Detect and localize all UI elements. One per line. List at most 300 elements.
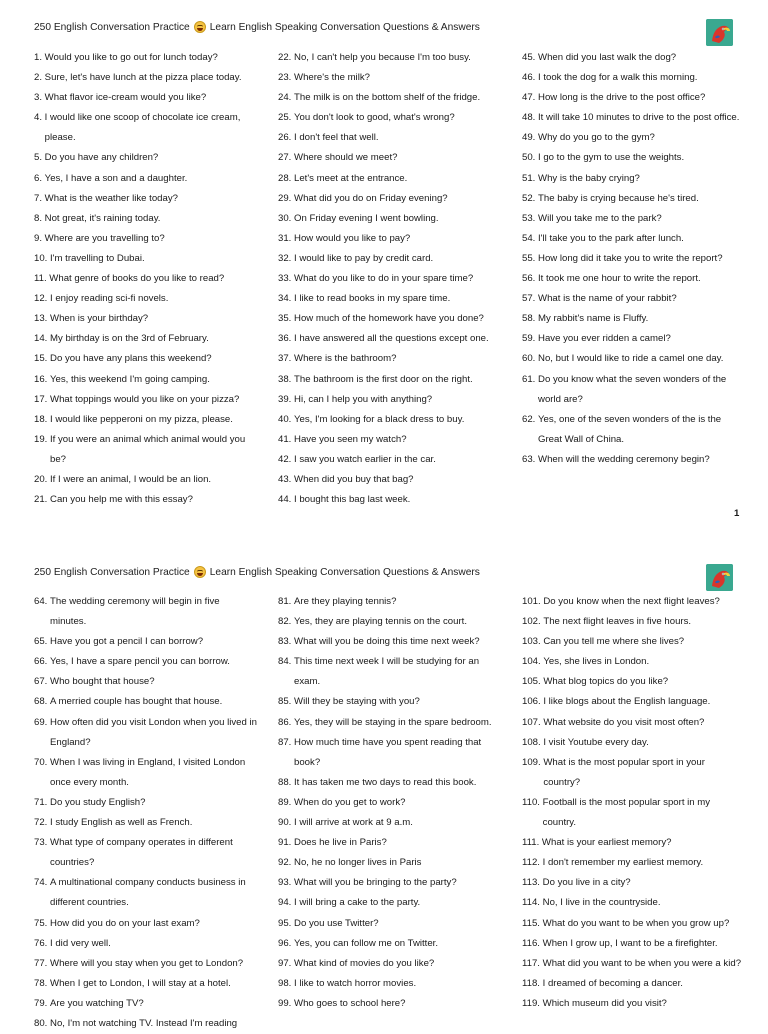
item-number: 46. — [522, 72, 539, 84]
item-text: Would you like to go out for lunch today? — [44, 52, 218, 63]
list-item — [278, 269, 500, 289]
list-item — [278, 652, 500, 692]
item-text: Where is the bathroom? — [294, 353, 397, 365]
item-text: Who bought that house? — [50, 676, 155, 688]
item-text: No, I'm not watching TV. Instead I'm reading — [50, 1017, 238, 1029]
item-text: What did you want to be when you were a kid? — [542, 957, 742, 969]
parrot-logo-icon — [706, 564, 733, 591]
list-item — [34, 954, 258, 974]
item-text: I took the dog for a walk this morning. — [538, 72, 698, 84]
item-text: It took me one hour to write the report. — [538, 273, 701, 285]
item-text: I like blogs about the English language. — [543, 696, 711, 708]
list-item — [34, 713, 258, 753]
item-text: What is the most popular sport in your country? — [543, 756, 705, 788]
item-text: I visit Youtube every day. — [543, 736, 649, 748]
item-number: 21. — [34, 494, 51, 506]
item-number: 18. — [34, 413, 51, 425]
item-text: Yes, you can follow me on Twitter. — [294, 937, 439, 949]
item-text: No, but I would like to ride a camel one day. — [538, 353, 724, 365]
list-item — [522, 873, 744, 893]
item-text: My rabbit's name is Fluffy. — [538, 313, 649, 325]
item-number: 102. — [522, 616, 544, 628]
list-item — [278, 994, 500, 1014]
list-item — [522, 450, 744, 470]
item-number: 60. — [522, 353, 539, 365]
item-text: I'll take you to the park after lunch. — [538, 232, 684, 244]
item-number: 74. — [34, 877, 51, 889]
item-number: 76. — [34, 937, 51, 949]
item-number: 30. — [278, 212, 295, 224]
item-text: Yes, this weekend I'm going camping. — [50, 373, 210, 385]
item-number: 25. — [278, 112, 295, 124]
item-text: What type of company operates in different countries? — [50, 837, 233, 869]
item-text: I saw you watch earlier in the car. — [294, 453, 436, 465]
item-number: 80. — [34, 1017, 51, 1029]
item-number: 42. — [278, 453, 295, 465]
item-text: What will you be bringing to the party? — [294, 877, 457, 889]
item-number: 49. — [522, 132, 539, 144]
list-item — [278, 853, 500, 873]
item-text: The milk is on the bottom shelf of the fridge. — [294, 92, 481, 104]
item-text: What blog topics do you like? — [543, 676, 669, 688]
item-text: I enjoy reading sci-fi novels. — [50, 293, 169, 305]
item-number: 55. — [522, 252, 539, 264]
list-item — [278, 148, 500, 168]
item-number: 16. — [34, 373, 51, 385]
item-text: What kind of movies do you like? — [294, 957, 435, 969]
item-number: 41. — [278, 433, 295, 445]
item-text: This time next week I will be studying for an exam. — [294, 656, 480, 688]
list-item — [522, 753, 744, 793]
item-text: I don't remember my earliest memory. — [542, 857, 704, 869]
list-item — [278, 68, 500, 88]
list-item — [522, 793, 744, 833]
list-item — [522, 249, 744, 269]
question-column-2 — [278, 592, 500, 1014]
item-text: Let's meet at the entrance. — [294, 172, 408, 184]
item-number: 56. — [522, 273, 539, 285]
item-number: 45. — [522, 52, 539, 63]
item-text: It has taken me two days to read this book. — [294, 776, 477, 788]
list-item — [34, 209, 262, 229]
list-item — [278, 914, 500, 934]
item-number: 71. — [34, 796, 51, 808]
item-text: How much time have you spent reading that book? — [294, 736, 482, 768]
list-item — [522, 229, 744, 249]
item-number: 97. — [278, 957, 295, 969]
item-text: How much of the homework have you done? — [294, 313, 484, 325]
question-column-1 — [34, 48, 262, 510]
item-text: Where are you travelling to? — [44, 232, 165, 244]
item-text: What do you want to be when you grow up? — [542, 917, 730, 929]
item-text: Can you help me with this essay? — [50, 494, 193, 506]
item-number: 64. — [34, 596, 51, 607]
item-text: Which museum did you visit? — [542, 997, 667, 1009]
item-number: 68. — [34, 696, 51, 708]
list-item — [522, 592, 744, 612]
item-number: 9. — [34, 232, 45, 244]
item-text: Where will you stay when you get to London? — [50, 957, 244, 969]
item-text: Are you watching TV? — [50, 997, 144, 1009]
item-text: Sure, let's have lunch at the pizza place today. — [44, 72, 242, 84]
list-item — [34, 934, 258, 954]
item-number: 90. — [278, 817, 295, 829]
item-text: How long did it take you to write the report? — [538, 252, 723, 264]
item-text: No, he no longer lives in Paris — [294, 857, 422, 869]
list-item — [34, 249, 262, 269]
item-number: 117. — [522, 957, 543, 969]
item-text: Do you have any plans this weekend? — [50, 353, 212, 365]
item-number: 118. — [522, 977, 543, 989]
item-text: Yes, they are playing tennis on the court. — [294, 616, 467, 628]
list-item — [34, 370, 262, 390]
item-number: 67. — [34, 676, 51, 688]
list-item — [34, 632, 258, 652]
item-number: 43. — [278, 473, 295, 485]
list-item — [34, 329, 262, 349]
item-text: The baby is crying because he's tired. — [538, 192, 699, 204]
item-number: 31. — [278, 232, 295, 244]
list-item — [278, 813, 500, 833]
list-item — [34, 410, 262, 430]
item-text: No, I live in the countryside. — [542, 897, 661, 909]
item-text: I would like pepperoni on my pizza, please. — [50, 413, 233, 425]
item-text: Are they playing tennis? — [294, 596, 397, 607]
list-item — [278, 632, 500, 652]
item-number: 63. — [522, 453, 539, 465]
list-item — [278, 189, 500, 209]
item-number: 14. — [34, 333, 51, 345]
list-item — [278, 48, 500, 68]
list-item — [34, 430, 262, 470]
item-number: 91. — [278, 837, 295, 849]
list-item — [522, 189, 744, 209]
item-text: Do you have any children? — [44, 152, 159, 164]
list-item — [34, 189, 262, 209]
list-item — [34, 813, 258, 833]
item-number: 13. — [34, 313, 51, 325]
item-number: 27. — [278, 152, 295, 164]
list-item — [522, 349, 744, 369]
list-item — [34, 490, 262, 510]
item-text: You don't look to good, what's wrong? — [294, 112, 455, 124]
item-number: 28. — [278, 172, 295, 184]
list-item — [34, 914, 258, 934]
list-item — [522, 632, 744, 652]
item-text: I like to watch horror movies. — [294, 977, 417, 989]
item-number: 50. — [522, 152, 539, 164]
item-text: The wedding ceremony will begin in five minutes. — [50, 596, 220, 628]
item-text: Yes, I have a spare pencil you can borrow. — [50, 656, 230, 668]
item-text: I have answered all the questions except one. — [294, 333, 489, 345]
list-item — [278, 793, 500, 813]
item-number: 94. — [278, 897, 295, 909]
item-text: Why do you go to the gym? — [538, 132, 655, 144]
list-item — [34, 592, 258, 632]
item-text: A multinational company conducts business in different countries. — [50, 877, 246, 909]
list-item — [522, 68, 744, 88]
item-text: Do you know what the seven wonders of the world are? — [538, 373, 727, 405]
item-text: What will you be doing this time next week? — [294, 636, 480, 648]
question-column-3 — [522, 592, 744, 1014]
list-item — [278, 692, 500, 712]
list-item — [522, 289, 744, 309]
list-item — [278, 612, 500, 632]
list-item — [522, 370, 744, 410]
list-item — [522, 853, 744, 873]
item-text: Can you tell me where she lives? — [543, 636, 685, 648]
item-text: How did you do on your last exam? — [50, 917, 200, 929]
item-number: 75. — [34, 917, 51, 929]
item-text: When is your birthday? — [50, 313, 149, 325]
item-number: 54. — [522, 232, 539, 244]
item-text: When I was living in England, I visited London once every month. — [50, 756, 246, 788]
list-item — [522, 148, 744, 168]
list-item — [34, 289, 262, 309]
item-number: 98. — [278, 977, 295, 989]
item-text: What genre of books do you like to read? — [49, 273, 225, 285]
item-number: 103. — [522, 636, 544, 648]
list-item — [278, 430, 500, 450]
list-item — [278, 309, 500, 329]
list-item — [522, 733, 744, 753]
item-number: 23. — [278, 72, 295, 84]
list-item — [522, 612, 744, 632]
item-number: 11. — [34, 273, 50, 285]
item-text: The bathroom is the first door on the right. — [294, 373, 473, 385]
header-title: 250 English Conversation Practice — [34, 566, 190, 578]
question-column-2 — [278, 48, 500, 510]
item-number: 10. — [34, 252, 51, 264]
item-number: 86. — [278, 716, 295, 728]
item-number: 78. — [34, 977, 51, 989]
list-item — [278, 229, 500, 249]
item-text: What is the weather like today? — [44, 192, 178, 204]
list-item — [522, 309, 744, 329]
item-number: 110. — [522, 796, 543, 808]
item-text: Where's the milk? — [294, 72, 370, 84]
list-item — [522, 994, 744, 1014]
list-item — [278, 773, 500, 793]
list-item — [278, 490, 500, 510]
list-item — [34, 652, 258, 672]
list-item — [522, 329, 744, 349]
item-text: When do you get to work? — [294, 796, 406, 808]
item-number: 1. — [34, 52, 45, 63]
item-number: 35. — [278, 313, 295, 325]
list-item — [278, 370, 500, 390]
list-item — [522, 833, 744, 853]
item-number: 83. — [278, 636, 295, 648]
list-item — [278, 88, 500, 108]
list-item — [278, 209, 500, 229]
item-number: 19. — [34, 433, 51, 445]
item-text: It will take 10 minutes to drive to the post office. — [538, 112, 740, 124]
item-text: If you were an animal which animal would you be? — [50, 433, 246, 465]
list-item — [278, 128, 500, 148]
list-item — [34, 108, 262, 148]
item-text: What website do you visit most often? — [543, 716, 705, 728]
item-text: What is the name of your rabbit? — [538, 293, 677, 305]
document-page-2 — [0, 545, 768, 1029]
list-item — [278, 470, 500, 490]
item-text: My birthday is on the 3rd of February. — [50, 333, 209, 345]
item-text: Will you take me to the park? — [538, 212, 662, 224]
list-item — [34, 229, 262, 249]
list-item — [522, 48, 744, 68]
item-number: 22. — [278, 52, 295, 63]
item-number: 66. — [34, 656, 51, 668]
item-number: 79. — [34, 997, 51, 1009]
header-subtitle: Learn English Speaking Conversation Questions & Answers — [209, 566, 480, 578]
item-number: 62. — [522, 413, 539, 425]
list-item — [522, 108, 744, 128]
item-text: I like to read books in my spare time. — [294, 293, 451, 305]
list-item — [522, 128, 744, 148]
item-text: What did you do on Friday evening? — [294, 192, 448, 204]
item-text: When will the wedding ceremony begin? — [538, 453, 710, 465]
item-number: 106. — [522, 696, 544, 708]
item-text: Will they be staying with you? — [294, 696, 420, 708]
item-number: 33. — [278, 273, 295, 285]
list-item — [522, 410, 744, 450]
item-text: Have you seen my watch? — [294, 433, 407, 445]
item-number: 51. — [522, 172, 539, 184]
item-number: 119. — [522, 997, 543, 1009]
item-number: 108. — [522, 736, 544, 748]
list-item — [34, 88, 262, 108]
item-text: The next flight leaves in five hours. — [543, 616, 692, 628]
list-item — [522, 88, 744, 108]
item-text: Yes, I'm looking for a black dress to buy. — [294, 413, 465, 425]
list-item — [34, 48, 262, 68]
item-text: Do you study English? — [50, 796, 146, 808]
list-item — [522, 692, 744, 712]
item-text: Yes, she lives in London. — [543, 656, 650, 668]
list-item — [278, 169, 500, 189]
list-item — [278, 289, 500, 309]
list-item — [34, 672, 258, 692]
item-number: 52. — [522, 192, 539, 204]
item-text: Do you use Twitter? — [294, 917, 379, 929]
question-column-1 — [34, 592, 258, 1034]
item-text: I would like to pay by credit card. — [294, 252, 434, 264]
item-text: Who goes to school here? — [294, 997, 406, 1009]
item-number: 34. — [278, 293, 295, 305]
item-number: 70. — [34, 756, 51, 768]
item-number: 5. — [34, 152, 45, 164]
item-text: I will arrive at work at 9 a.m. — [294, 817, 413, 829]
page-header — [34, 21, 480, 33]
item-number: 84. — [278, 656, 295, 668]
item-number: 113. — [522, 877, 543, 889]
list-item — [34, 470, 262, 490]
item-text: How would you like to pay? — [294, 232, 411, 244]
item-number: 104. — [522, 656, 544, 668]
list-item — [278, 713, 500, 733]
item-number: 96. — [278, 937, 295, 949]
list-item — [278, 390, 500, 410]
list-item — [522, 713, 744, 733]
item-text: What flavor ice-cream would you like? — [44, 92, 207, 104]
item-number: 72. — [34, 817, 51, 829]
item-number: 20. — [34, 473, 51, 485]
list-item — [34, 833, 258, 873]
item-number: 48. — [522, 112, 539, 124]
item-text: Hi, can I help you with anything? — [294, 393, 433, 405]
item-text: Yes, one of the seven wonders of the is the Great Wall of China. — [538, 413, 722, 445]
item-text: I bought this bag last week. — [294, 494, 411, 506]
list-item — [34, 873, 258, 913]
page-number: 1 — [734, 508, 740, 519]
item-number: 40. — [278, 413, 295, 425]
item-text: I did very well. — [50, 937, 111, 949]
list-item — [522, 652, 744, 672]
item-text: Yes, I have a son and a daughter. — [44, 172, 188, 184]
item-text: Football is the most popular sport in my country. — [542, 796, 711, 829]
item-text: I dreamed of becoming a dancer. — [542, 977, 683, 989]
list-item — [278, 592, 500, 612]
item-number: 15. — [34, 353, 51, 365]
item-number: 6. — [34, 172, 45, 184]
item-text: I would like one scoop of chocolate ice cream, please. — [44, 112, 241, 144]
item-number: 4. — [34, 112, 45, 124]
item-number: 88. — [278, 776, 295, 788]
list-item — [34, 269, 262, 289]
list-item — [34, 68, 262, 88]
item-text: Where should we meet? — [294, 152, 398, 164]
item-number: 36. — [278, 333, 295, 345]
item-number: 109. — [522, 756, 544, 768]
list-item — [34, 974, 258, 994]
item-text: How long is the drive to the post office? — [538, 92, 706, 104]
item-number: 93. — [278, 877, 295, 889]
item-number: 39. — [278, 393, 295, 405]
item-text: When I get to London, I will stay at a hotel. — [50, 977, 231, 989]
list-item — [278, 410, 500, 430]
item-number: 8. — [34, 212, 45, 224]
list-item — [278, 974, 500, 994]
list-item — [278, 733, 500, 773]
list-item — [522, 974, 744, 994]
item-number: 59. — [522, 333, 539, 345]
item-number: 29. — [278, 192, 295, 204]
list-item — [34, 169, 262, 189]
item-number: 114. — [522, 897, 543, 909]
list-item — [522, 269, 744, 289]
list-item — [522, 893, 744, 913]
item-number: 112. — [522, 857, 543, 869]
list-item — [522, 209, 744, 229]
item-text: On Friday evening I went bowling. — [294, 212, 439, 224]
list-item — [522, 672, 744, 692]
item-text: Do you know when the next flight leaves? — [543, 596, 720, 607]
item-text: When I grow up, I want to be a firefighter. — [542, 937, 718, 949]
list-item — [34, 753, 258, 793]
list-item — [34, 994, 258, 1014]
item-text: I'm travelling to Dubai. — [50, 252, 145, 264]
item-text: I will bring a cake to the party. — [294, 897, 421, 909]
list-item — [522, 954, 744, 974]
list-item — [522, 934, 744, 954]
item-number: 92. — [278, 857, 295, 869]
item-text: Do you live in a city? — [542, 877, 631, 889]
list-item — [278, 893, 500, 913]
item-number: 44. — [278, 494, 295, 506]
page-header — [34, 566, 480, 578]
list-item — [34, 309, 262, 329]
item-number: 3. — [34, 92, 45, 104]
